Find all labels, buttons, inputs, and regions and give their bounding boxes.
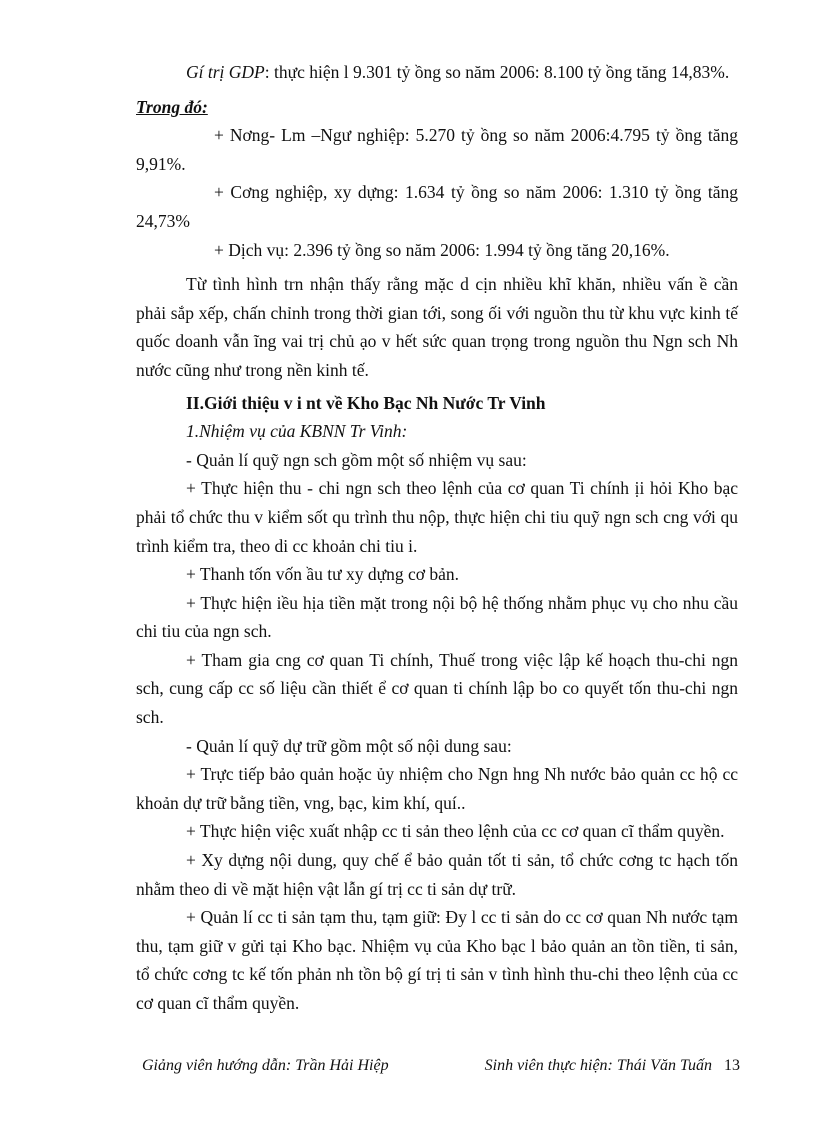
sector-item: + Nơng- Lm –Ngư nghiệp: 5.270 tỷ ồng so năm 2006:4.795 tỷ ồng tăng 9,91%. — [136, 125, 738, 174]
body-paragraph: + Trực tiếp bảo quản hoặc ủy nhiệm cho Ngn hng Nh nước bảo quản cc hộ cc khoản dự trữ bằng tiền, vng, bạc, kim khí, quí.. — [136, 764, 738, 813]
trong-do-label: Trong đó: — [136, 96, 208, 117]
body-paragraph: - Quản lí quỹ ngn sch gồm một số nhiệm vụ sau: — [186, 449, 527, 470]
sub-title: 1.Nhiệm vụ của KBNN Tr Vinh: — [186, 421, 408, 442]
body-paragraph: + Thanh tốn vốn ầu tư xy dựng cơ bản. — [186, 564, 460, 585]
footer-student: Sinh viên thực hiện: Thái Văn Tuấn — [484, 1057, 712, 1074]
footer-supervisor: Giảng viên hướng dẫn: Trần Hải Hiệp — [142, 1057, 389, 1074]
body-paragraph: + Xy dựng nội dung, quy chế ể bảo quản tốt ti sản, tổ chức cơng tc hạch tốn nhằm theo di về mặt hiện vật lẫn gí trị cc ti sản dự trữ. — [136, 850, 738, 899]
body-paragraph: + Thực hiện thu - chi ngn sch theo lệnh của cơ quan Ti chính ịi hỏi Kho bạc phải tổ chức thu v kiểm sốt qu trình thu nộp, thực hiện chi tiu quỹ ngn sch cng với qu trình kiểm tra, theo di cc khoản chi tiu i. — [136, 478, 738, 556]
body-paragraph: + Quản lí cc ti sản tạm thu, tạm giữ: Đy l cc ti sản do cc cơ quan Nh nước tạm thu, tạm giữ v gửi tại Kho bạc. Nhiệm vụ của Kho bạc l bảo quản an tồn tiền, ti sản, tổ chức cơng tc kế tốn phản nh tồn bộ gí trị ti sản v tình hình thu-chi theo lệnh của cc cơ quan cĩ thẩm quyền. — [136, 907, 738, 1013]
body-paragraph: + Thực hiện iều hịa tiền mặt trong nội bộ hệ thống nhằm phục vụ cho nhu cầu chi tiu của ngn sch. — [136, 592, 738, 642]
gdp-paragraph — [136, 58, 738, 87]
body-paragraph: + Thực hiện việc xuất nhập cc ti sản theo lệnh của cc cơ quan cĩ thẩm quyền. — [186, 821, 725, 842]
body-paragraph: + Tham gia cng cơ quan Ti chính, Thuế trong việc lập kế hoạch thu-chi ngn sch, cung cấp cc số liệu cần thiết ể cơ quan ti chính lập bo co quyết tốn thu-chi ngn sch. — [136, 649, 738, 728]
sector-item: + Cơng nghiệp, xy dựng: 1.634 tỷ ồng so năm 2006: 1.310 tỷ ồng tăng 24,73% — [136, 182, 738, 231]
sector-item: + Dịch vụ: 2.396 tỷ ồng so năm 2006: 1.994 tỷ ồng tăng 20,16%. — [214, 239, 670, 260]
gdp-label: Gí trị GDP — [186, 62, 265, 82]
summary-paragraph: Từ tình hình trn nhận thấy rằng mặc d cịn nhiều khĩ khăn, nhiều vấn ề cần phải sắp xếp, chấn chỉnh trong thời gian tới, song ối với nguồn thu từ khu vực kinh tế quốc doanh vẫn ĩng vai trị chủ ạo v hết sức quan trọng trong nguồn thu Ngn sch Nh nước cũng như trong nền kinh tế. — [136, 274, 738, 380]
document-body — [136, 58, 738, 1018]
page-number: 13 — [724, 1057, 740, 1074]
gdp-text: : thực hiện l 9.301 tỷ ồng so năm 2006: 8.100 tỷ ồng tăng 14,83%. — [264, 62, 730, 82]
trong-do-heading — [136, 93, 738, 122]
section-title: II.Giới thiệu v i nt về Kho Bạc Nh Nước Tr Vinh — [186, 392, 546, 413]
body-paragraph: - Quản lí quỹ dự trữ gồm một số nội dung sau: — [186, 735, 512, 756]
